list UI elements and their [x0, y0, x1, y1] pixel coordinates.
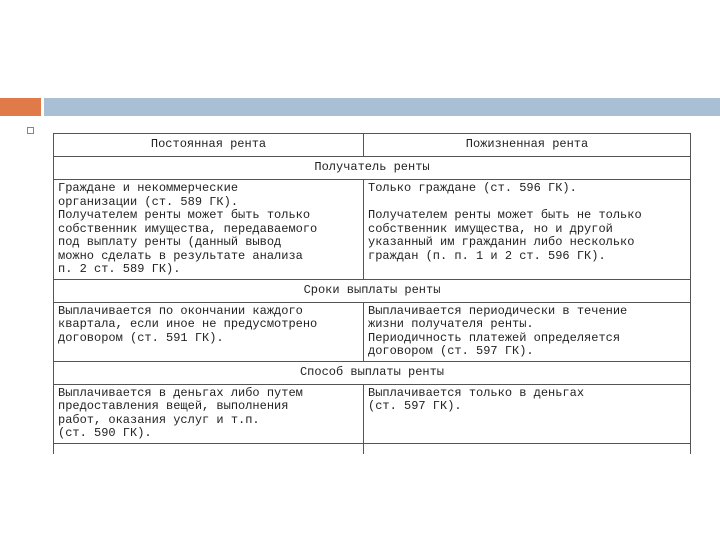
rent-comparison-table	[53, 133, 691, 454]
table-bottom-left	[54, 443, 364, 454]
section-row-payment-method	[54, 361, 691, 384]
section-title-recipient: Получатель ренты	[54, 157, 691, 180]
table-bottom-row	[54, 443, 691, 454]
header-lifetime-rent: Пожизненная рента	[364, 134, 691, 157]
cell-recipient-lifetime: Только граждане (ст. 596 ГК). Получателем ренты может быть не только собственник имущества, но и другой указанный им гражданин либо несколько граждан (п. п. 1 и 2 ст. 596 ГК).	[364, 180, 691, 280]
table-row-payment-terms	[54, 302, 691, 361]
table-header-row	[54, 134, 691, 157]
cell-payment-method-permanent: Выплачивается в деньгах либо путем предоставления вещей, выполнения работ, оказания услуг и т.п. (ст. 590 ГК).	[54, 384, 364, 443]
table-row-payment-method	[54, 384, 691, 443]
cell-payment-terms-lifetime: Выплачивается периодически в течение жизни получателя ренты. Периодичность платежей определяется договором (ст. 597 ГК).	[364, 302, 691, 361]
section-row-payment-terms	[54, 279, 691, 302]
section-row-recipient	[54, 157, 691, 180]
table-bottom-right	[364, 443, 691, 454]
square-bullet-icon	[27, 127, 34, 134]
cell-recipient-permanent: Граждане и некоммерческие организации (ст. 589 ГК). Получателем ренты может быть только собственник имущества, передаваемого под выплату ренты (данный вывод можно сделать в результате анализа п. 2 ст. 589 ГК).	[54, 180, 364, 280]
cell-payment-terms-permanent: Выплачивается по окончании каждого квартала, если иное не предусмотрено договором (ст. 591 ГК).	[54, 302, 364, 361]
section-title-payment-method: Способ выплаты ренты	[54, 361, 691, 384]
section-title-payment-terms: Сроки выплаты ренты	[54, 279, 691, 302]
table-row-recipient	[54, 180, 691, 280]
title-accent-blue-bar	[44, 98, 720, 116]
title-accent-orange-bar	[0, 98, 41, 116]
header-permanent-rent: Постоянная рента	[54, 134, 364, 157]
cell-payment-method-lifetime: Выплачивается только в деньгах (ст. 597 ГК).	[364, 384, 691, 443]
